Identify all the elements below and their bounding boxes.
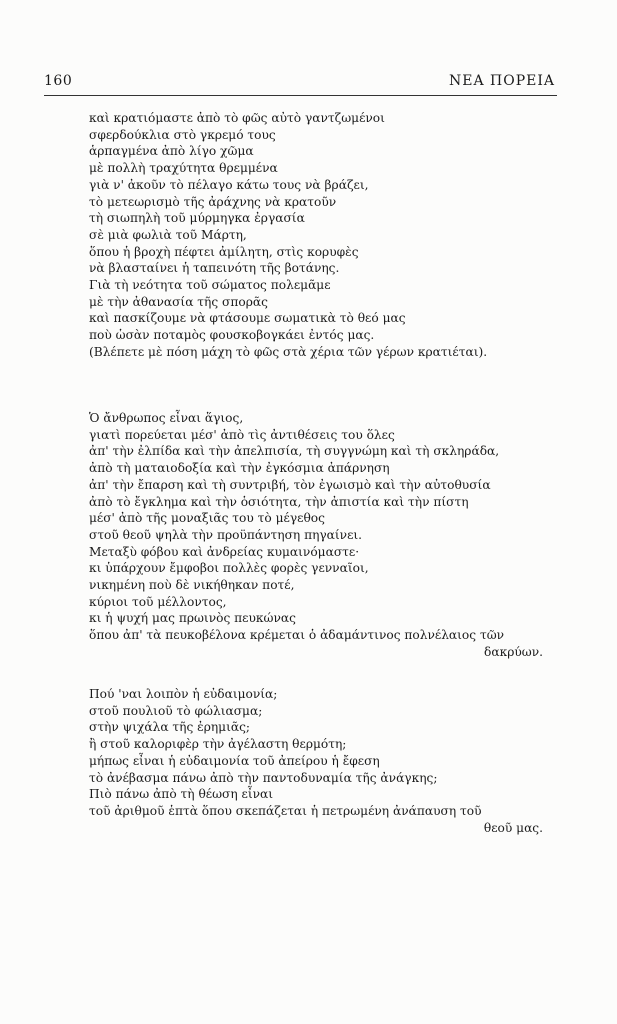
poem-line: κι ὑπάρχουν ἔμφοβοι πολλὲς φορὲς γενναῖοι,: [89, 561, 369, 576]
poem-line-continuation: θεοῦ μας.: [483, 820, 543, 835]
poem-line: ἀπὸ τὴ ματαιοδοξία καὶ τὴν ἐγκόσμια ἀπάρνηση: [89, 461, 390, 476]
poem-line: μέσ' ἀπὸ τῆς μοναξιᾶς του τὸ μέγεθος: [89, 511, 325, 526]
poem-line: Πιὸ πάνω ἀπὸ τὴ θέωση εἶναι: [89, 787, 274, 802]
poem-line: ἀπ' τὴν ἐλπίδα καὶ τὴν ἀπελπισία, τὴ συγγνώμη καὶ τὴ σκληράδα,: [89, 444, 500, 459]
poem-line: ὅπου ἡ βροχὴ πέφτει ἀμίλητη, στὶς κορυφὲς: [89, 244, 359, 259]
poem-line: γιὰ ν' ἀκοῦν τὸ πέλαγο κάτω τους νὰ βράζει,: [89, 177, 369, 192]
poem-line: ὅπου ἀπ' τὰ πευκοβέλονα κρέμεται ὁ ἀδαμάντινος πολνέλαιος τῶν: [89, 628, 505, 643]
poem-line: τὸ μετεωρισμὸ τῆς ἀράχνης νὰ κρατοῦν: [89, 194, 337, 209]
poem-line: καὶ πασκίζουμε νὰ φτάσουμε σωματικὰ τὸ θεό μας: [89, 311, 406, 326]
poem-line: μὲ πολλὴ τραχύτητα θρεμμένα: [89, 161, 278, 176]
poem-line: τοῦ ἀριθμοῦ ἑπτὰ ὅπου σκεπάζεται ἡ πετρωμένη ἀνάπαυση τοῦ: [89, 803, 482, 818]
poem-line: σὲ μιὰ φωλιὰ τοῦ Μάρτη,: [89, 227, 247, 242]
poem-line: στὴν ψιχάλα τῆς ἐρημιᾶς;: [89, 720, 251, 735]
poem-line: ἁρπαγμένα ἀπὸ λίγο χῶμα: [89, 144, 254, 159]
poem-line: τὸ ἀνέβασμα πάνω ἀπὸ τὴν παντοδυναμία τῆς ἀνάγκης;: [89, 770, 438, 785]
poem-stanza-3: [89, 686, 559, 836]
poem-line: στοῦ θεοῦ ψηλὰ τὴν προϋπάντηση πηγαίνει.: [89, 527, 363, 542]
poem-line: κι ἡ ψυχή μας πρωινὸς πευκώνας: [89, 611, 296, 626]
poem-line: μήπως εἶναι ἡ εὐδαιμονία τοῦ ἀπείρου ἡ ἔφεση: [89, 753, 380, 768]
poem-line: νικημένη ποὺ δὲ νικήθηκαν ποτέ,: [89, 578, 295, 593]
poem-stanza-2: [89, 410, 559, 661]
poem-line: ἢ στοῦ καλοριφὲρ τὴν ἀγέλαστη θερμότη;: [89, 737, 347, 752]
poem-line: Ὁ ἄνθρωπος εἶναι ἅγιος,: [89, 411, 244, 425]
poem-line: μὲ τὴν ἀθανασία τῆς σπορᾶς: [89, 294, 268, 309]
poem-line: κύριοι τοῦ μέλλοντος,: [89, 594, 227, 609]
poem-line: στοῦ πουλιοῦ τὸ φώλιασμα;: [89, 703, 263, 718]
poem-line: σφερδούκλια στὸ γκρεμό τους: [89, 127, 276, 142]
poem-line: τὴ σιωπηλὴ τοῦ μύρμηγκα ἐργασία: [89, 211, 305, 226]
poem-line: Πού 'ναι λοιπὸν ἡ εὐδαιμονία;: [89, 687, 278, 701]
poem-stanza-1: [89, 110, 559, 361]
poem-line-continuation: δακρύων.: [484, 644, 543, 659]
poem-line: γιατὶ πορεύεται μέσ' ἀπὸ τὶς ἀντιθέσεις του ὅλες: [89, 427, 395, 442]
poem-line: καὶ κρατιόμαστε ἀπὸ τὸ φῶς αὐτὸ γαντζωμένοι: [89, 111, 385, 125]
poem-line: ἀπ' τὴν ἔπαρση καὶ τὴ συντριβή, τὸν ἐγωισμὸ καὶ τὴν αὐτοθυσία: [89, 477, 491, 492]
poem-line: Γιὰ τὴ νεότητα τοῦ σώματος πολεμᾶμε: [89, 278, 331, 293]
poem-line: νὰ βλασταίνει ἡ ταπεινότη τῆς βοτάνης.: [89, 261, 340, 276]
poem-line: ἀπὸ τὸ ἔγκλημα καὶ τὴν ὁσιότητα, τὴν ἀπιστία καὶ τὴν πίστη: [89, 494, 469, 509]
poem-line: ποὺ ὡσὰν ποταμὸς φουσκοβογκάει ἐντός μας.: [89, 328, 375, 343]
poem-line: Μεταξὺ φόβου καὶ ἀνδρείας κυμαινόμαστε·: [89, 544, 360, 559]
header-rule: [44, 95, 557, 96]
page-number: 160: [44, 73, 73, 89]
poem-line: (Βλέπετε μὲ πόση μάχη τὸ φῶς στὰ χέρια τῶν γέρων κρατιέται).: [89, 344, 488, 359]
running-title: ΝΕΑ ΠΟΡΕΙΑ: [449, 73, 555, 89]
